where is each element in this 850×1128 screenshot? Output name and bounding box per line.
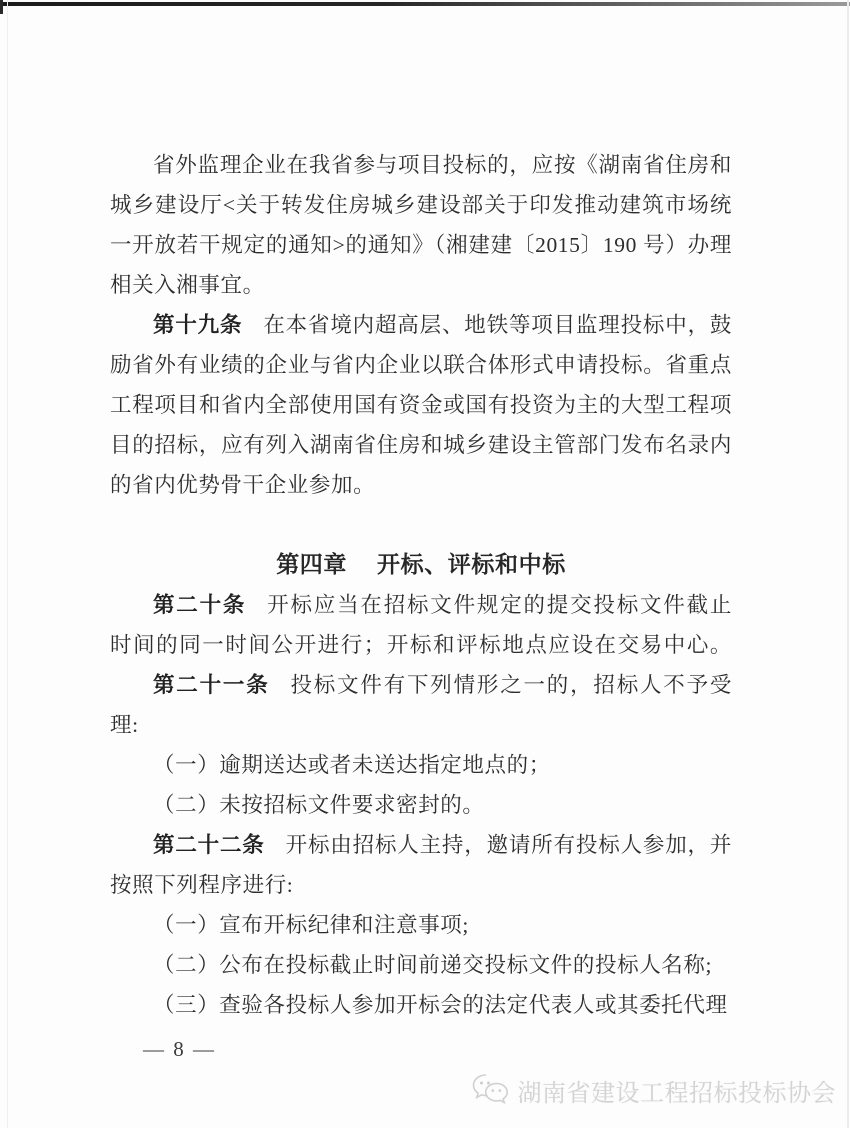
line-text: 目的招标，应有列入湖南省住房和城乡建设主管部门发布名录内	[110, 433, 732, 457]
document-line	[110, 945, 732, 985]
document-line	[110, 465, 732, 505]
article-number: 第二十一条	[153, 673, 270, 697]
document-line	[110, 665, 732, 705]
article-number: 第二十二条	[153, 833, 265, 857]
article-number: 第二十条	[153, 593, 247, 617]
line-text: （一）宣布开标纪律和注意事项;	[153, 913, 469, 937]
document-line	[110, 905, 732, 945]
article-number: 第十九条	[153, 313, 243, 337]
watermark-text: 湖南省建设工程招标投标协会	[517, 1079, 836, 1107]
document-line	[110, 225, 732, 265]
line-text: 城乡建设厅<关于转发住房城乡建设部关于印发推动建筑市场统	[110, 193, 732, 217]
chapter-title: 开标、评标和中标	[377, 552, 566, 577]
chapter-heading	[110, 545, 732, 585]
document-line	[110, 305, 732, 345]
blank-line	[110, 505, 732, 545]
watermark	[471, 1072, 837, 1108]
document-line	[110, 585, 732, 625]
line-text: （二）公布在投标截止时间前递交投标文件的投标人名称;	[153, 953, 713, 977]
line-text: 励省外有业绩的企业与省内企业以联合体形式申请投标。省重点	[110, 353, 732, 377]
scan-edge-artifact-left	[7, 0, 8, 1128]
line-text: 投标文件有下列情形之一的，招标人不予受	[290, 673, 732, 697]
scan-edge-artifact-right	[847, 0, 849, 1128]
document-line	[110, 865, 732, 905]
document-line	[110, 625, 732, 665]
document-line	[110, 785, 732, 825]
scan-edge-artifact-corner	[0, 0, 3, 14]
line-text: 开标应当在招标文件规定的提交投标文件截止	[267, 593, 732, 617]
line-text: 时间的同一时间公开进行；开标和评标地点应设在交易中心。	[110, 633, 732, 657]
line-text: 的省内优势骨干企业参加。	[110, 473, 376, 497]
chapter-number: 第四章	[276, 552, 347, 577]
document-line	[110, 345, 732, 385]
document-line	[110, 745, 732, 785]
document-line	[110, 705, 732, 745]
document-line	[110, 425, 732, 465]
line-text: 省外监理企业在我省参与项目投标的，应按《湖南省住房和	[153, 153, 732, 177]
page-number: — 8 —	[143, 1037, 216, 1061]
line-text: 理:	[110, 713, 139, 737]
document-line	[110, 265, 732, 305]
line-text: 开标由招标人主持，邀请所有投标人参加，并	[285, 833, 732, 857]
line-text: 相关入湘事宜。	[110, 273, 265, 297]
line-text: 一开放若干规定的通知>的通知》（湘建建〔2015〕190 号）办理	[110, 233, 732, 257]
scan-edge-artifact-top	[0, 2, 850, 6]
document-line	[110, 185, 732, 225]
document-line	[110, 985, 732, 1025]
line-text: 在本省境内超高层、地铁等项目监理投标中，鼓	[263, 313, 733, 337]
document-line	[110, 825, 732, 865]
wechat-icon	[471, 1072, 513, 1108]
line-text: （一）逾期送达或者未送达指定地点的；	[153, 753, 551, 777]
line-text: （二）未按招标文件要求密封的。	[153, 793, 485, 817]
document-line	[110, 145, 732, 185]
line-text: （三）查验各投标人参加开标会的法定代表人或其委托代理	[153, 993, 728, 1017]
line-text: 按照下列程序进行:	[110, 873, 294, 897]
document-body	[110, 145, 732, 1025]
line-text: 工程项目和省内全部使用国有资金或国有投资为主的大型工程项	[110, 393, 732, 417]
document-line	[110, 385, 732, 425]
